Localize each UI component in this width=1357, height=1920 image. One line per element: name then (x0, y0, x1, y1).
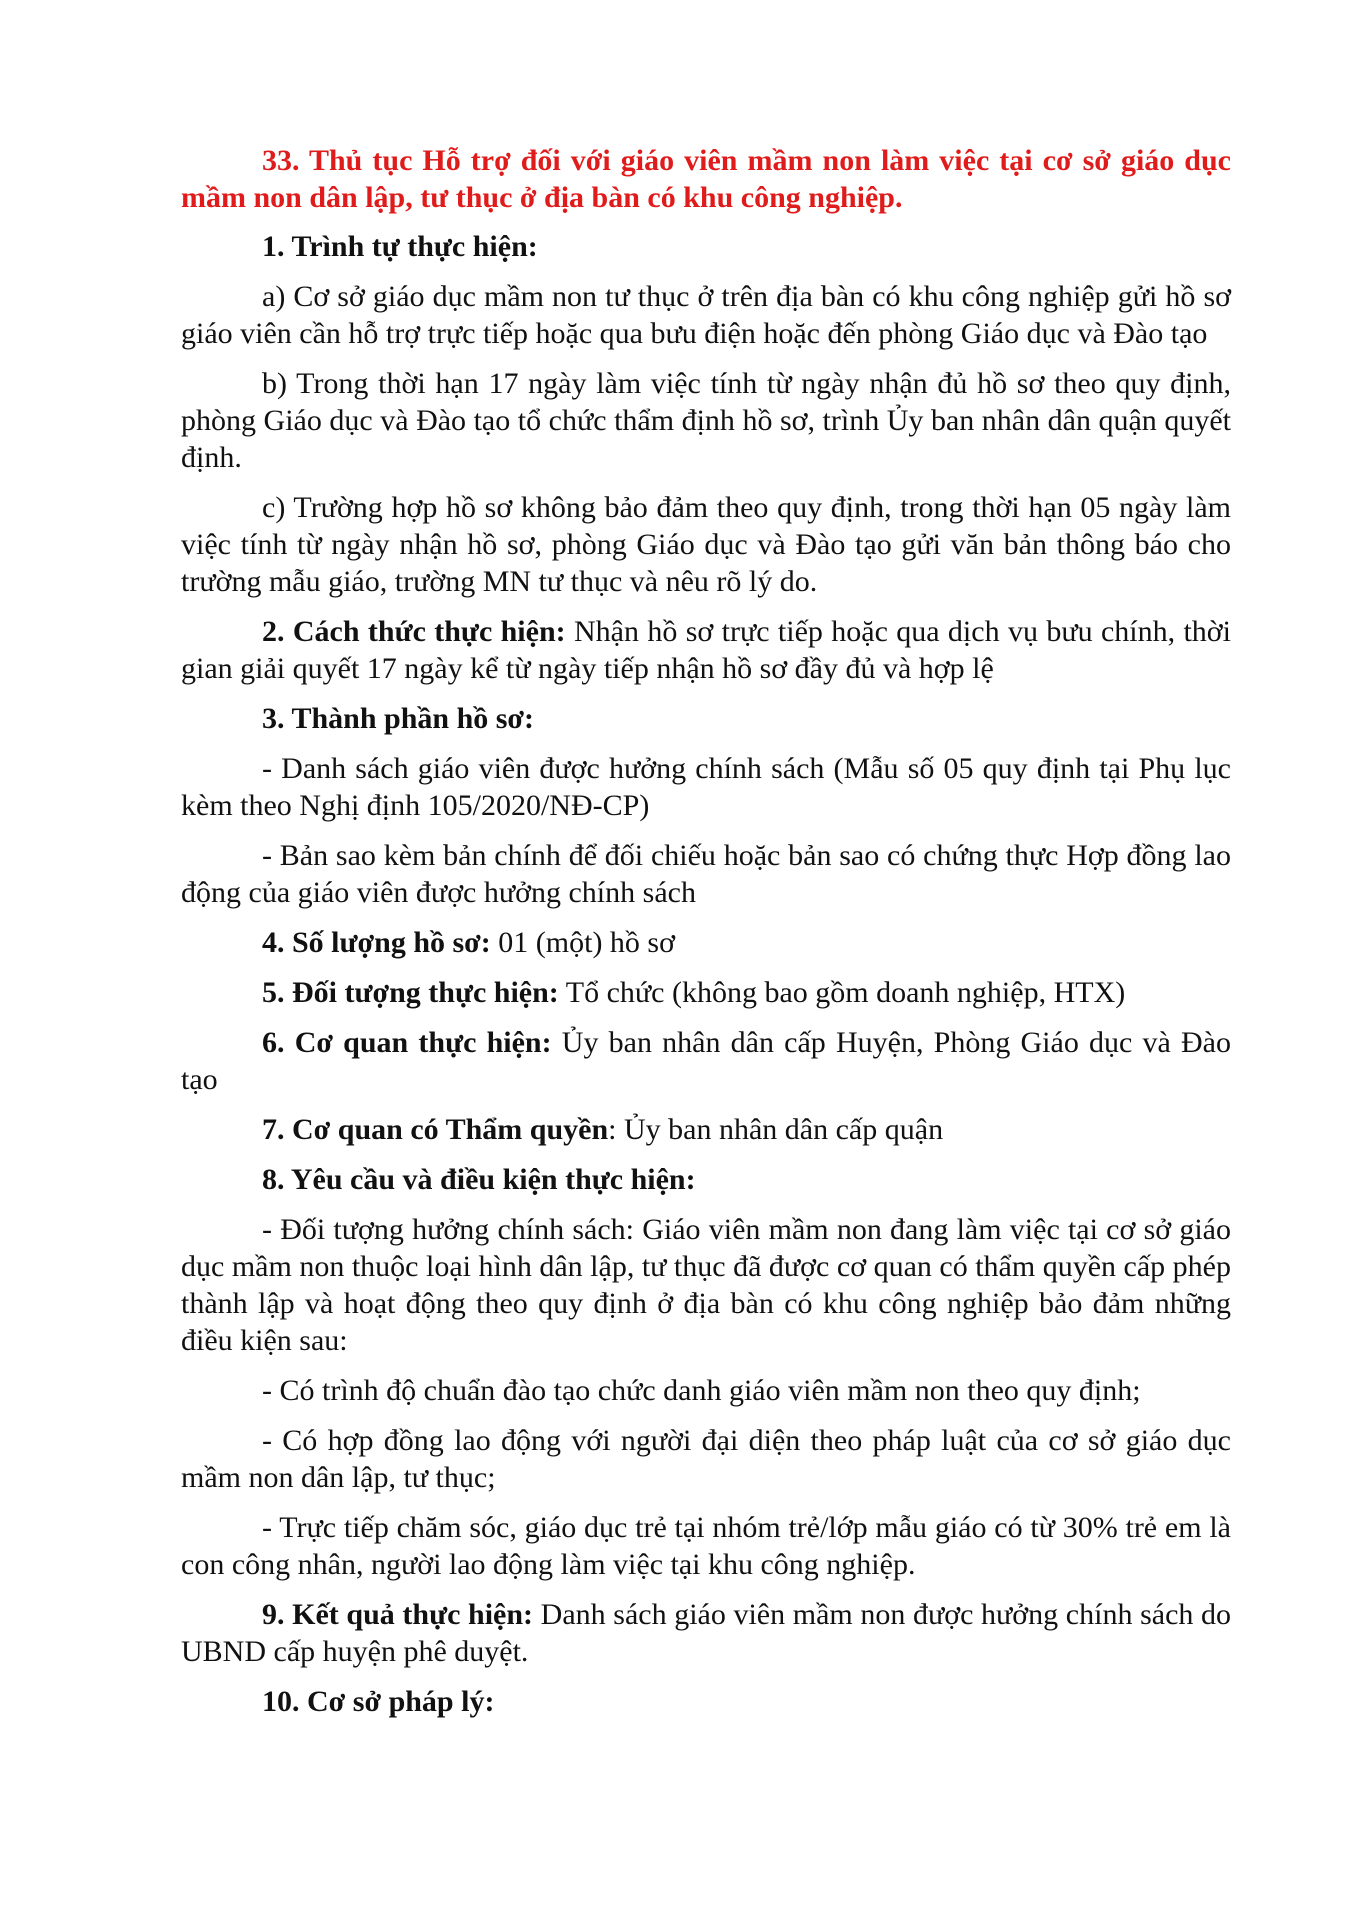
section-8-intro: - Đối tượng hưởng chính sách: Giáo viên mầm non đang làm việc tại cơ sở giáo dục mầm non thuộc loại hình dân lập, tư thục đã được cơ quan có thẩm quyền cấp phép thành lập và hoạt động theo quy định ở địa bàn có khu công nghiệp bảo đảm những điều kiện sau: (181, 1213, 1231, 1357)
section-10-heading: 10. Cơ sở pháp lý: (262, 1685, 495, 1718)
section-1-item-a: a) Cơ sở giáo dục mầm non tư thục ở trên địa bàn có khu công nghiệp gửi hồ sơ giáo viên cần hỗ trợ trực tiếp hoặc qua bưu điện hoặc đến phòng Giáo dục và Đào tạo (181, 280, 1231, 350)
section-4-label: 4. Số lượng hồ sơ: (262, 926, 491, 959)
section-1-heading: 1. Trình tự thực hiện: (262, 230, 538, 263)
section-4-text: 01 (một) hồ sơ (490, 926, 675, 959)
section-3-heading: 3. Thành phần hồ sơ: (262, 702, 535, 735)
section-8-condition-3: - Trực tiếp chăm sóc, giáo dục trẻ tại nhóm trẻ/lớp mẫu giáo có từ 30% trẻ em là con công nhân, người lao động làm việc tại khu công nghiệp. (181, 1511, 1231, 1581)
section-3-item-2: - Bản sao kèm bản chính để đối chiếu hoặc bản sao có chứng thực Hợp đồng lao động của giáo viên được hưởng chính sách (181, 839, 1231, 909)
section-7-label: 7. Cơ quan có Thẩm quyền (262, 1113, 609, 1146)
section-7-text: : Ủy ban nhân dân cấp quận (608, 1113, 944, 1146)
procedure-title: 33. Thủ tục Hỗ trợ đối với giáo viên mầm non làm việc tại cơ sở giáo dục mầm non dân lập, tư thục ở địa bàn có khu công nghiệp. (181, 144, 1231, 214)
section-6-label: 6. Cơ quan thực hiện: (262, 1026, 552, 1059)
section-1-item-b: b) Trong thời hạn 17 ngày làm việc tính từ ngày nhận đủ hồ sơ theo quy định, phòng Giáo dục và Đào tạo tổ chức thẩm định hồ sơ, trình Ủy ban nhân dân quận quyết định. (181, 367, 1231, 474)
section-5 (181, 974, 1231, 1011)
section-2-text: Nhận hồ sơ trực tiếp hoặc qua dịch vụ bưu chính, thời gian giải quyết 17 ngày kể từ ngày tiếp nhận hồ sơ đầy đủ và hợp lệ (181, 615, 1231, 685)
section-6-text: Ủy ban nhân dân cấp Huyện, Phòng Giáo dục và Đào tạo (181, 1026, 1231, 1096)
document-page (181, 142, 1231, 1720)
section-2-label: 2. Cách thức thực hiện: (262, 615, 566, 648)
section-5-text: Tổ chức (không bao gồm doanh nghiệp, HTX) (558, 976, 1126, 1009)
section-3-item-1: - Danh sách giáo viên được hưởng chính sách (Mẫu số 05 quy định tại Phụ lục kèm theo Nghị định 105/2020/NĐ-CP) (181, 752, 1231, 822)
section-5-label: 5. Đối tượng thực hiện: (262, 976, 559, 1009)
section-8-condition-1: - Có trình độ chuẩn đào tạo chức danh giáo viên mầm non theo quy định; (262, 1374, 1141, 1407)
section-8-condition-2: - Có hợp đồng lao động với người đại diện theo pháp luật của cơ sở giáo dục mầm non dân lập, tư thục; (181, 1424, 1231, 1494)
section-9-label: 9. Kết quả thực hiện: (262, 1598, 534, 1631)
section-7 (181, 1111, 1231, 1148)
section-1-item-c: c) Trường hợp hồ sơ không bảo đảm theo quy định, trong thời hạn 05 ngày làm việc tính từ ngày nhận hồ sơ, phòng Giáo dục và Đào tạo gửi văn bản thông báo cho trường mẫu giáo, trường MN tư thục và nêu rõ lý do. (181, 491, 1231, 598)
section-2 (181, 613, 1231, 687)
section-4 (181, 924, 1231, 961)
section-9-text: Danh sách giáo viên mầm non được hưởng chính sách do UBND cấp huyện phê duyệt. (181, 1598, 1232, 1668)
section-6 (181, 1024, 1231, 1098)
section-9 (181, 1596, 1231, 1670)
section-8-heading: 8. Yêu cầu và điều kiện thực hiện: (262, 1163, 696, 1196)
